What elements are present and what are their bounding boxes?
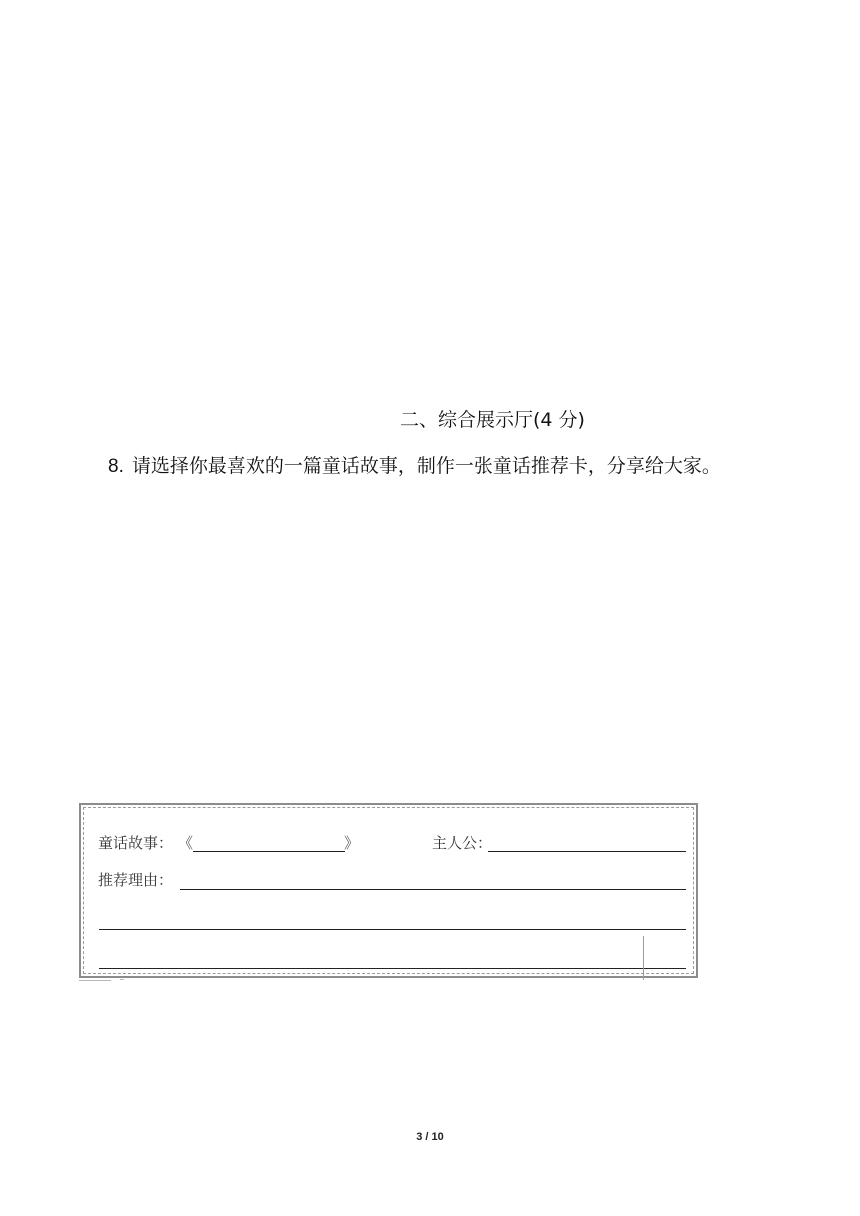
protagonist-label: 主人公：: [432, 834, 493, 852]
reason-label: 推荐理由：: [98, 871, 174, 889]
open-title-bracket: 《: [178, 834, 194, 852]
scan-artifact-horizontal: [79, 980, 111, 981]
story-label: 童话故事：: [98, 834, 174, 852]
close-title-bracket: 》: [344, 834, 360, 852]
card-inner-border: [83, 807, 694, 974]
reason-field-line-1[interactable]: [180, 889, 686, 890]
reason-field-line-2[interactable]: [99, 929, 686, 930]
question: [108, 452, 721, 481]
question-text: 请选择你最喜欢的一篇童话故事，制作一张童话推荐卡，分享给大家。: [131, 455, 721, 477]
section-title: 二、综合展示厅(4 分): [400, 409, 585, 431]
question-number: 8.: [108, 456, 124, 477]
scan-artifact-dot: [120, 979, 124, 980]
recommendation-card: [79, 803, 698, 978]
scan-artifact-vertical: [643, 936, 644, 980]
page-number: 3 / 10: [416, 1131, 444, 1143]
story-title-field[interactable]: [193, 851, 345, 852]
protagonist-field[interactable]: [488, 851, 686, 852]
reason-field-line-3[interactable]: [99, 968, 686, 969]
